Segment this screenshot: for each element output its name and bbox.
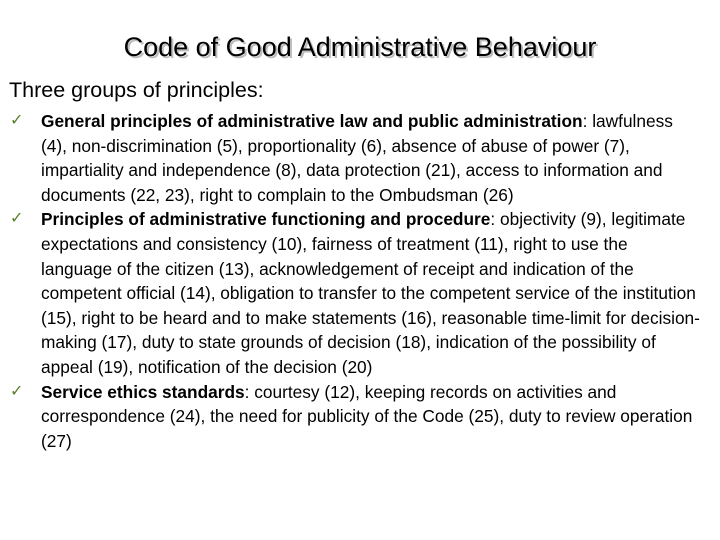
bullet-text: : objectivity (9), legitimate expectations and consistency (10), fairness of treatment (11), right to use the language of the citizen (13), acknowledgement of receipt and indication of the competent official (14), obligation to transfer to the competent service of the institution (15), right to be heard and to make statements (16), reasonable time-limit for decision-making (17), duty to state grounds of decision (18), indication of the possibility of appeal (19), notification of the decision (20) bbox=[41, 209, 700, 377]
checkmark-icon: ✓ bbox=[10, 382, 24, 400]
intro-text: Three groups of principles: bbox=[9, 78, 264, 102]
list-item bbox=[8, 207, 700, 379]
bullet-heading: Principles of administrative functioning and procedure bbox=[41, 209, 491, 230]
list-item bbox=[8, 380, 700, 454]
principles-list bbox=[8, 109, 700, 453]
checkmark-icon: ✓ bbox=[10, 112, 24, 129]
list-item bbox=[8, 109, 700, 207]
bullet-heading: General principles of administrative law and public administration bbox=[41, 111, 583, 131]
bullet-text: : courtesy (12), keeping records on activities and correspondence (24), the need for publicity of the Code (25), duty to review operation (27) bbox=[41, 381, 693, 451]
checkmark-icon: ✓ bbox=[10, 210, 24, 228]
bullet-text: : lawfulness (4), non-discrimination (5), proportionality (6), absence of abuse of power (7), impartiality and independence (8), data protection (21), access to information and documents (22, 23), right to complain to the Ombudsman (26) bbox=[41, 111, 673, 205]
bullet-heading: Service ethics standards bbox=[41, 381, 245, 402]
page-title: Code of Good Administrative Behaviour bbox=[123, 32, 597, 62]
